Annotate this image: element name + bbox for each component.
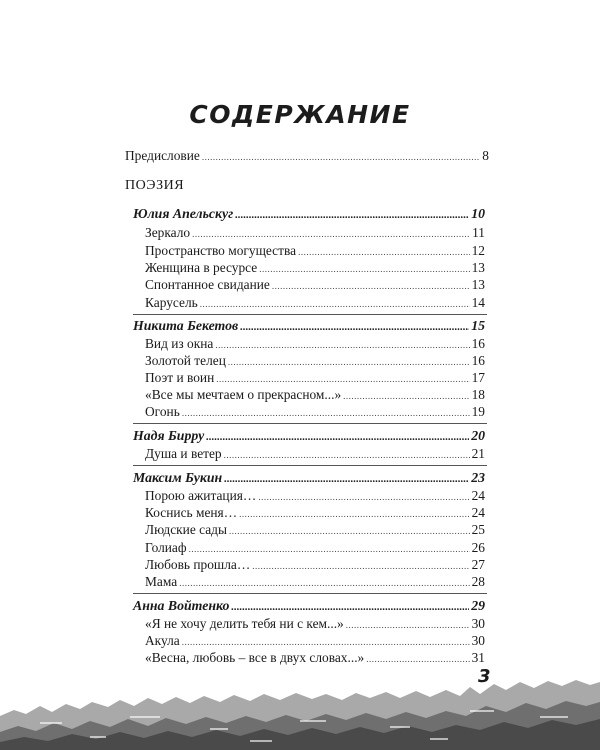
toc-line[interactable] (145, 387, 485, 404)
toc-line[interactable] (145, 616, 485, 633)
toc-line[interactable] (145, 243, 485, 260)
leader-dots (252, 558, 469, 574)
author-divider (133, 423, 487, 424)
toc-page: 29 (471, 598, 485, 613)
leader-dots (272, 278, 470, 294)
toc-line[interactable] (145, 488, 485, 505)
grunge-border (0, 676, 600, 750)
leader-dots (215, 337, 469, 353)
toc-page: 23 (471, 470, 485, 485)
leader-dots (240, 319, 469, 335)
toc-line[interactable] (145, 404, 485, 421)
leader-dots (346, 617, 470, 633)
leader-dots (229, 523, 470, 539)
page-number: 3 (478, 666, 491, 687)
toc-line[interactable] (145, 522, 485, 539)
toc-label: Поэт и воин (145, 370, 215, 385)
leader-dots (235, 207, 469, 223)
toc-author[interactable] (133, 598, 485, 615)
toc-page: 30 (471, 633, 485, 648)
section-heading: ПОЭЗИЯ (125, 178, 185, 193)
leader-dots (258, 489, 469, 505)
toc-page: 30 (471, 616, 485, 631)
toc-page: 8 (482, 148, 489, 163)
leader-dots (216, 371, 469, 387)
toc-page: 10 (471, 206, 485, 221)
toc-label: Предисловие (125, 148, 200, 163)
toc-page: 13 (471, 277, 485, 292)
toc-line[interactable] (145, 540, 485, 557)
toc-page: 25 (471, 522, 485, 537)
toc-page: 27 (471, 557, 485, 572)
leader-dots (192, 226, 470, 242)
leader-dots (239, 506, 470, 522)
toc-label: Пространство могущества (145, 243, 297, 258)
toc-author-name: Надя Бирру (133, 428, 205, 443)
leader-dots (228, 354, 470, 370)
leader-dots (182, 405, 470, 421)
toc-page: 19 (471, 404, 485, 419)
toc-author-name: Юлия Апельскуг (133, 206, 234, 221)
leader-dots (298, 244, 470, 260)
toc-page: 31 (471, 650, 485, 665)
toc-page: 18 (471, 387, 485, 402)
toc-label: Порою ажитация… (145, 488, 257, 503)
toc-page: 24 (471, 488, 485, 503)
leader-dots (231, 599, 469, 615)
toc-page: 12 (471, 243, 485, 258)
toc-page: 16 (471, 336, 485, 351)
leader-dots (224, 471, 469, 487)
toc-line[interactable] (145, 225, 485, 242)
leader-dots (179, 575, 469, 591)
toc-label: Зеркало (145, 225, 191, 240)
toc-author[interactable] (133, 206, 485, 223)
author-divider (133, 465, 487, 466)
leader-dots (343, 388, 469, 404)
toc-line[interactable] (145, 260, 485, 277)
toc-line[interactable] (145, 370, 485, 387)
toc-label: Огонь (145, 404, 180, 419)
toc-line[interactable] (145, 633, 485, 650)
toc-author[interactable] (133, 318, 485, 335)
page-title: СОДЕРЖАНИЕ (189, 100, 411, 129)
leader-dots (366, 651, 469, 667)
leader-dots (202, 149, 480, 165)
toc-label: «Весна, любовь – все в двух словах...» (145, 650, 365, 665)
toc-author[interactable] (133, 470, 485, 487)
toc-line[interactable] (145, 650, 485, 667)
toc-label: Любовь прошла… (145, 557, 251, 572)
author-divider (133, 593, 487, 594)
toc-page: 17 (471, 370, 485, 385)
toc-label: Вид из окна (145, 336, 214, 351)
toc-author[interactable] (133, 428, 485, 445)
toc-page: 11 (472, 225, 485, 240)
toc-line[interactable] (145, 336, 485, 353)
leader-dots (189, 541, 470, 557)
toc-author-name: Никита Бекетов (133, 318, 239, 333)
toc-page: 21 (471, 446, 485, 461)
toc-label: Женщина в ресурсе (145, 260, 258, 275)
toc-label: Золотой телец (145, 353, 226, 368)
toc-page: 20 (471, 428, 485, 443)
leader-dots (182, 634, 470, 650)
toc-line[interactable] (145, 353, 485, 370)
toc-label: Спонтанное свидание (145, 277, 270, 292)
toc-line[interactable] (145, 295, 485, 312)
toc-page: 26 (471, 540, 485, 555)
toc-page: 13 (471, 260, 485, 275)
toc-page: 16 (471, 353, 485, 368)
toc-label: «Все мы мечтаем о прекрасном...» (145, 387, 342, 402)
toc-label: Голиаф (145, 540, 187, 555)
toc-line-preface[interactable] (125, 148, 489, 165)
leader-dots (259, 261, 469, 277)
toc-line[interactable] (145, 505, 485, 522)
toc-author-name: Анна Войтенко (133, 598, 230, 613)
toc-label: «Я не хочу делить тебя ни с кем...» (145, 616, 344, 631)
leader-dots (200, 296, 470, 312)
toc-author-name: Максим Букин (133, 470, 223, 485)
toc-line[interactable] (145, 277, 485, 294)
leader-dots (224, 447, 470, 463)
author-divider (133, 314, 487, 315)
toc-label: Коснись меня… (145, 505, 238, 520)
toc-line[interactable] (145, 574, 485, 591)
toc-label: Акула (145, 633, 180, 648)
toc-page: 14 (471, 295, 485, 310)
toc-page: 28 (471, 574, 485, 589)
toc-line[interactable] (145, 446, 485, 463)
toc-page: 24 (471, 505, 485, 520)
toc-line[interactable] (145, 557, 485, 574)
toc-label: Мама (145, 574, 178, 589)
toc-label: Карусель (145, 295, 198, 310)
leader-dots (206, 429, 469, 445)
toc-label: Людские сады (145, 522, 227, 537)
toc-page: 15 (471, 318, 485, 333)
toc-label: Душа и ветер (145, 446, 222, 461)
